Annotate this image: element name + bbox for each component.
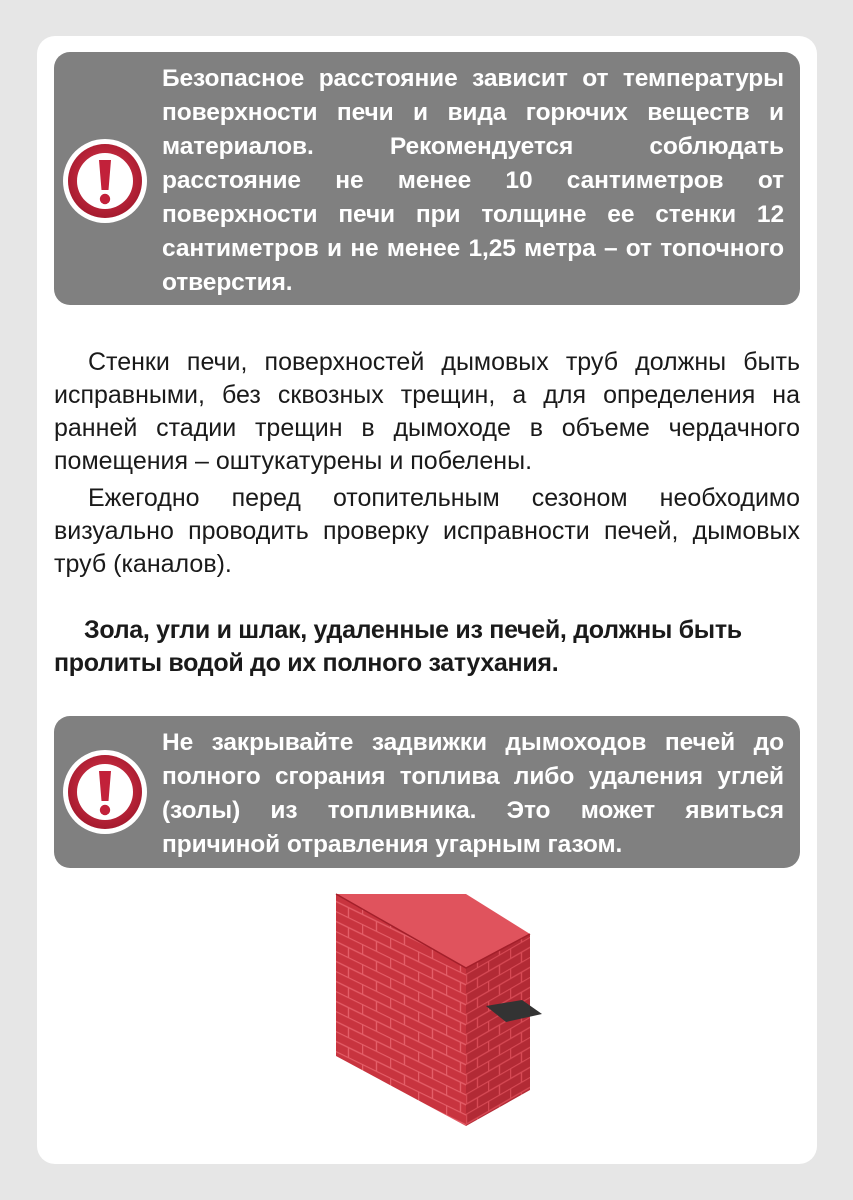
notice-ash: Зола, угли и шлак, удаленные из печей, должны быть пролиты водой до их полного затухания. <box>54 616 742 677</box>
paragraph-inspection: Ежегодно перед отопительным сезоном необходимо визуально проводить проверку исправности печей, дымовых труб (каналов). <box>54 484 800 578</box>
exclamation-icon <box>62 138 148 224</box>
exclamation-icon <box>62 749 148 835</box>
warning-text-distance: Безопасное расстояние зависит от температуры поверхности печи и вида горючих веществ и материалов. Рекомендуется соблюдать расстояние не менее 10 сантиметров от поверхности печи при толщине ее стенки 12 сантиметров и не менее 1,25 метра – от топочного отверстия. <box>162 65 784 296</box>
warning-box-distance <box>54 52 800 305</box>
warning-box-damper <box>54 716 800 868</box>
warning-text-damper: Не закрывайте задвижки дымоходов печей до полного сгорания топлива либо удаления углей (золы) из топливника. Это может явиться причиной отравления угарным газом. <box>162 729 784 858</box>
brick-stove-illustration <box>334 890 544 1130</box>
paragraph-walls: Стенки печи, поверхностей дымовых труб должны быть исправными, без сквозных трещин, а для определения на ранней стадии трещин в дымоходе в объеме чердачного помещения – оштукатурены и побелены. <box>54 348 800 475</box>
